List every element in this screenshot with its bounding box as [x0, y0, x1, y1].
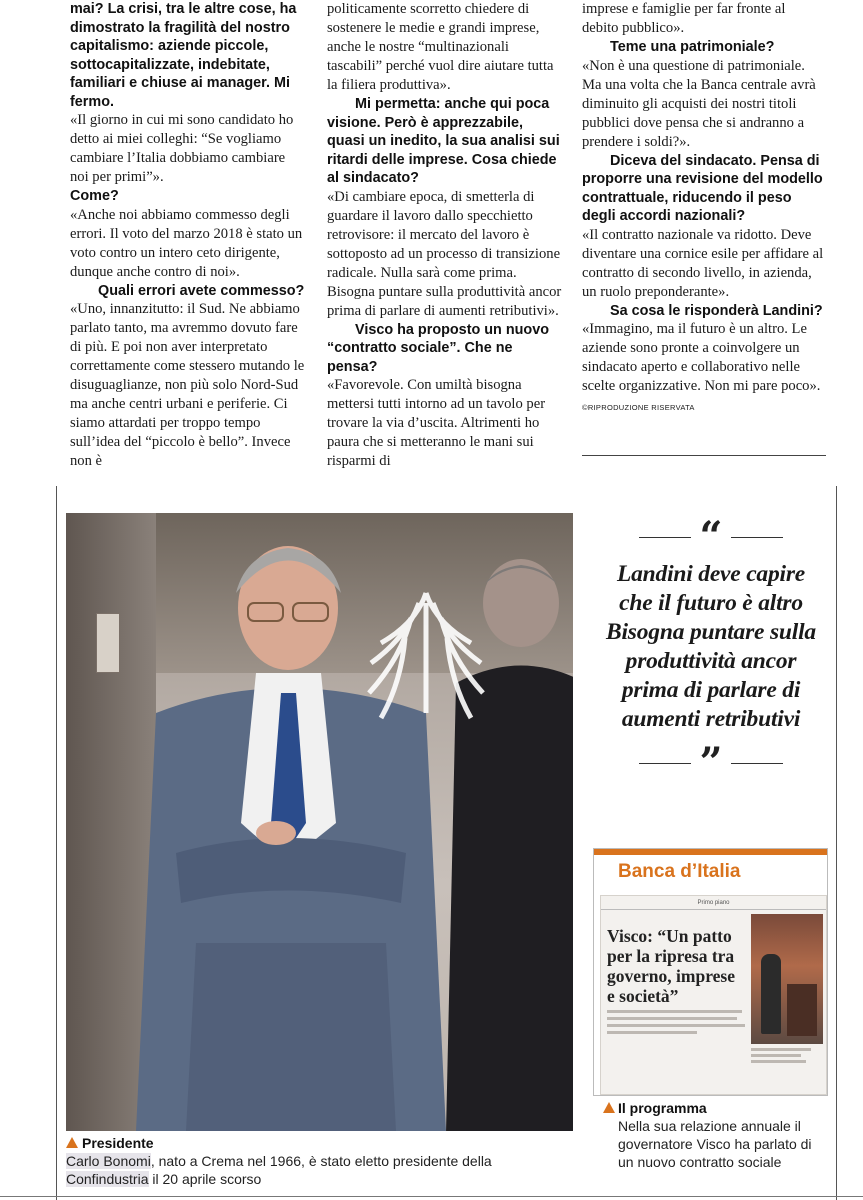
org-name: Confindustria: [66, 1171, 149, 1187]
frame-left-rule: [56, 486, 57, 1200]
interview-answer: politicamente scorretto chiedere di sostenere le medie e grandi imprese, anche le nostre “multinazionali tascabili” perché vuol dire aiutare tutta la filiera produttiva».: [327, 1, 554, 93]
interview-question: Mi permetta: anche qui poca visione. Però è apprezzabile, quasi un inedito, la sua analisi sui ritardi delle imprese. Cosa chiede al sindacato?: [327, 96, 560, 186]
interview-question: Come?: [70, 188, 119, 204]
interview-answer: «Immagino, ma il futuro è un altro. Le aziende sono pronte a coinvolgere un sindacato aperto e collaborativo nelle scelte organizzative. Non mi pare poco».: [582, 321, 821, 394]
interview-answer: «Anche noi abbiamo commesso degli errori. Il voto del marzo 2018 è stato un voto contro un intero ceto dirigente, dunque anche contro di noi».: [70, 206, 303, 280]
banca-italia-inset: [593, 848, 828, 1096]
confindustria-eagle-logo: [361, 583, 491, 723]
caption-presidente: [66, 1134, 566, 1188]
interview-answer: «Uno, innanzitutto: il Sud. Ne abbiamo parlato tanto, ma avremmo dovuto fare di più. E poi non aver interpretato correttamente come stessero mutando le disuguaglianze, non più solo Nord-Sud ma anche centri urbani e periferie. Ci siamo attardati per troppo tempo sull’idea del “piccolo è bello”. Invece non è: [70, 301, 305, 469]
inset-title: Banca d’Italia: [618, 861, 741, 882]
caption-presidente-text: Carlo Bonomi, nato a Crema nel 1966, è stato eletto presidente della Confindustria il 20 aprile scorso: [66, 1153, 492, 1187]
interview-question: Sa cosa le risponderà Landini?: [610, 302, 823, 319]
photo-wall-sign: [96, 613, 120, 673]
clip-photo: [751, 914, 823, 1044]
caption-programma-text: Nella sua relazione annuale il governatore Visco ha parlato di un nuovo contratto sociale: [618, 1118, 812, 1170]
frame-bottom-rule: [0, 1196, 863, 1197]
clip-body-lines: [607, 1010, 747, 1038]
column-divider-rule: [582, 455, 826, 456]
caption-presidente-title: Presidente: [66, 1134, 566, 1152]
triangle-icon: [603, 1102, 615, 1113]
interview-question: mai? La crisi, tra le altre cose, ha dimostrato la fragilità del nostro capitalismo: aziende piccole, sottocapitalizzate, indebitate, familiari e chiuse ai manager. Mi fermo.: [70, 1, 297, 110]
person-name: Carlo Bonomi: [66, 1153, 151, 1169]
quote-open-mark: “: [598, 522, 824, 552]
copyright-notice: ©RIPRODUZIONE RISERVATA: [582, 403, 695, 412]
interview-answer: «Non è una questione di patrimoniale. Ma una volta che la Banca centrale avrà diminuito gli acquisti dei nostri titoli pubblici dove pensa che si andranno a prendere i soldi?».: [582, 57, 816, 150]
interview-question: Teme una patrimoniale?: [610, 39, 775, 55]
article-column-1: [70, 0, 306, 471]
interview-question: Diceva del sindacato. Pensa di proporre una revisione del modello contrattuale, riducendo il peso degli accordi nazionali?: [582, 152, 823, 224]
interview-answer: «Di cambiare epoca, di smetterla di guardare il lavoro dallo specchietto retrovisore: il mercato del lavoro è sottoposto ad un processo di transizione radicale. Nulla sarà come prima. Bisogna puntare sulla produttività ancor prima di parlare di aumenti retributivi».: [327, 188, 562, 319]
clip-headline: Visco: “Un patto per la ripresa tra governo, imprese e società”: [607, 926, 735, 1006]
pull-quote: [598, 513, 824, 786]
caption-programma: [618, 1099, 828, 1171]
newspaper-clipping: [600, 895, 827, 1095]
triangle-icon: [66, 1137, 78, 1148]
bonomi-photo: [66, 513, 573, 1131]
clip-caption-lines: [751, 1048, 823, 1063]
interview-answer: «Favorevole. Con umiltà bisogna mettersi tutti intorno ad un tavolo per trovare la via d’uscita. Altrimenti ho paura che si metteranno le mani sui risparmi di: [327, 377, 546, 469]
interview-answer: imprese e famiglie per far fronte al debito pubblico».: [582, 1, 786, 36]
frame-right-rule: [836, 486, 837, 1200]
quote-close-mark: ”: [598, 748, 824, 778]
interview-answer: «Il giorno in cui mi sono candidato ho detto ai miei colleghi: “Se vogliamo cambiare l’Italia dobbiamo cambiare noi per primi”».: [70, 112, 294, 185]
clip-masthead: Primo piano: [601, 896, 826, 910]
article-column-2: [327, 0, 562, 471]
caption-programma-title: Il programma: [618, 1100, 707, 1116]
article-column-3: [582, 0, 824, 414]
interview-question: Visco ha proposto un nuovo “contratto sociale”. Che ne pensa?: [327, 321, 550, 375]
interview-question: Quali errori avete commesso?: [98, 282, 305, 299]
interview-answer: «Il contratto nazionale va ridotto. Deve diventare una cornice esile per affidare al contratto di secondo livello, in azienda, un ruolo preponderante».: [582, 226, 824, 300]
quote-text: Landini deve capire che il futuro è altro Bisogna puntare sulla produttività ancor prima di parlare di aumenti retributivi: [606, 561, 816, 732]
